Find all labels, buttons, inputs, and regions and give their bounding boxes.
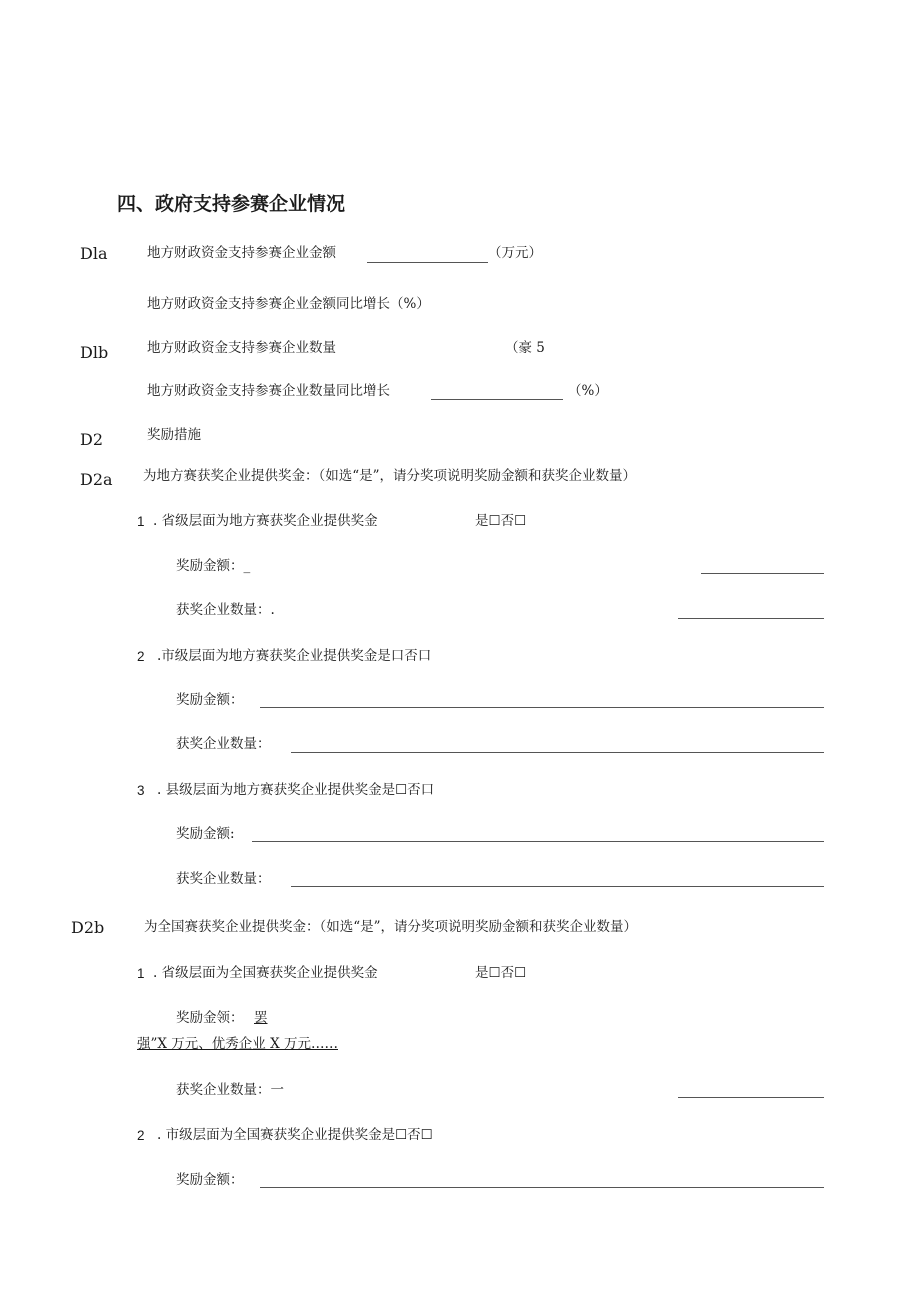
d2a-item-3-count-label: 获奖企业数量： (176, 871, 271, 887)
d2a-item-1-count-blank[interactable] (678, 618, 824, 619)
d2b-item-1-count-label: 获奖企业数量：一 (176, 1082, 284, 1098)
code-d1b: Dlb (80, 343, 109, 362)
d1a-amount-label: 地方财政资金支持参赛企业金额 (147, 245, 336, 261)
d2a-item-2-text: .市级层面为地方赛获奖企业提供奖金是口否口 (157, 648, 432, 664)
d1a-growth-label: 地方财政资金支持参赛企业金额同比增长（%） (147, 296, 430, 312)
d2a-item-1-amount-label: 奖励金额：_ (176, 558, 251, 574)
d2a-item-2-number: 2 (137, 649, 145, 664)
d2-label: 奖励措施 (147, 427, 201, 443)
d2a-item-3-text: . 县级层面为地方赛获奖企业提供奖金是☐否口 (157, 782, 435, 798)
code-d1a: Dla (80, 244, 108, 263)
d2a-item-2-amount-blank[interactable] (260, 707, 824, 708)
d2b-item-2-amount-blank[interactable] (260, 1187, 824, 1188)
d2a-item-2-amount-label: 奖励金额： (176, 692, 244, 708)
d2a-item-3-amount-blank[interactable] (252, 841, 824, 842)
d2a-item-1-amount-blank[interactable] (701, 573, 824, 574)
d2b-item-1-number: 1 (137, 966, 145, 981)
section-title: 四、政府支持参赛企业情况 (117, 193, 346, 215)
d2a-item-1-choice[interactable]: 是☐否☐ (475, 513, 527, 529)
d2a-question: 为地方赛获奖企业提供奖金：（如选“是”，请分奖项说明奖励金额和获奖企业数量） (143, 468, 637, 484)
d2a-item-1-count-label: 获奖企业数量：. (176, 602, 275, 618)
d2b-item-2-text: . 市级层面为全国赛获奖企业提供奖金是☐否☐ (157, 1127, 433, 1143)
d1a-amount-blank[interactable] (367, 262, 488, 263)
d1b-growth-unit: （%） (568, 383, 608, 399)
d1b-count-unit: （豪 5 (505, 340, 545, 356)
d1b-growth-blank[interactable] (431, 399, 563, 400)
d2b-item-1-amount-fill-cont: 强”X 万元、优秀企业 X 万元…… (137, 1036, 338, 1052)
d2b-question: 为全国赛获奖企业提供奖金：（如选“是”，请分奖项说明奖励金额和获奖企业数量） (144, 919, 638, 935)
d1b-growth-label: 地方财政资金支持参赛企业数量同比增长 (147, 383, 390, 399)
d2a-item-1-text: . 省级层面为地方赛获奖企业提供奖金 (153, 513, 378, 529)
d2b-item-2-amount-label: 奖励金额： (176, 1172, 244, 1188)
d2a-item-2-count-label: 获奖企业数量： (176, 736, 271, 752)
d2b-item-1-choice[interactable]: 是☐否☐ (475, 965, 527, 981)
d2b-item-2-number: 2 (137, 1128, 145, 1143)
code-d2: D2 (80, 430, 104, 449)
d2b-item-1-count-blank[interactable] (678, 1097, 824, 1098)
d1a-amount-unit: （万元） (488, 245, 542, 261)
code-d2a: D2a (80, 470, 113, 489)
d1b-count-label: 地方财政资金支持参赛企业数量 (147, 340, 336, 356)
d2a-item-3-amount-label: 奖励金额: (176, 826, 235, 842)
d2b-item-1-amount-label: 奖励金领： (176, 1010, 244, 1026)
d2a-item-1-number: 1 (137, 514, 145, 529)
d2a-item-2-count-blank[interactable] (291, 752, 824, 753)
d2a-item-3-count-blank[interactable] (291, 886, 824, 887)
d2a-item-3-number: 3 (137, 783, 145, 798)
d2b-item-1-text: . 省级层面为全国赛获奖企业提供奖金 (153, 965, 378, 981)
code-d2b: D2b (71, 918, 105, 937)
d2b-item-1-amount-fill: 罢 (254, 1010, 268, 1026)
